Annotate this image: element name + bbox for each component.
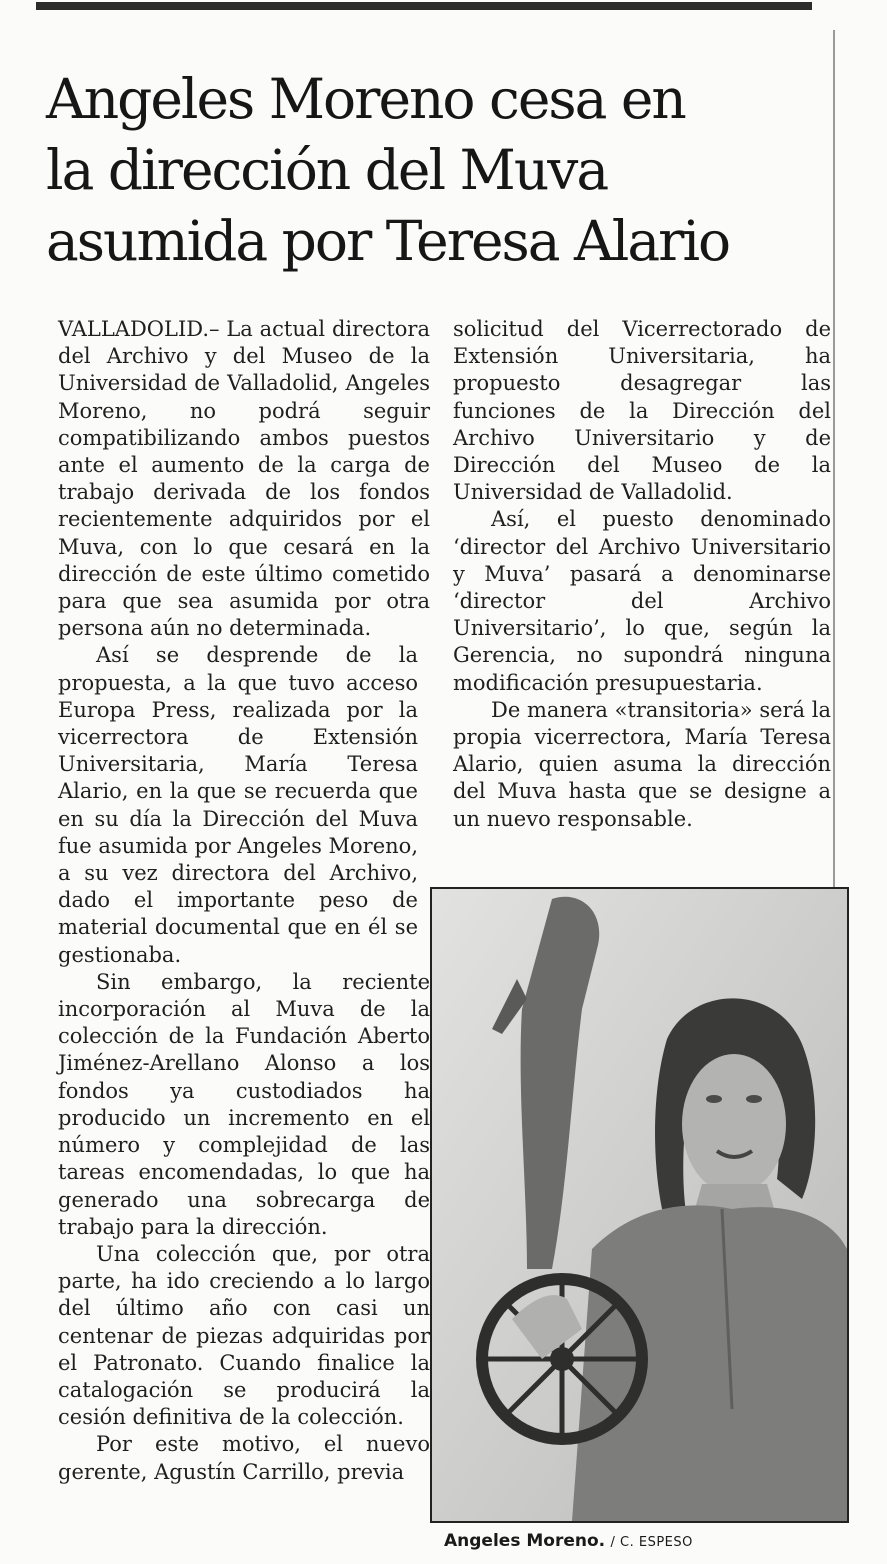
paragraph: Así, el puesto denominado ‘director del Archivo Universitario y Muva’ pasará a denominarse ‘director del Archivo Universitario’, lo que, según la Gerencia, no supondrá ninguna modificación presupuestaria.: [453, 507, 831, 695]
paragraph: Así se desprende de la propuesta, a la que tuvo acceso Europa Press, realizada por la vicerrectora de Extensión Universitaria, María Teresa Alario, en la que se recuerda que en su día la Dirección del Muva fue asumida por Angeles Moreno, a su vez directora del Archivo, dado el importante peso de material documental que en él se gestionaba.: [58, 643, 418, 967]
photo-caption: [444, 1531, 693, 1551]
headline: [46, 64, 836, 277]
caption-credit: / C. ESPESO: [610, 1535, 693, 1550]
headline-line-2: la dirección del Muva: [46, 138, 608, 202]
article-column-left: [58, 316, 430, 1486]
portrait-photo-image: [432, 889, 847, 1521]
paragraph: Sin embargo, la reciente incorporación al Muva de la colección de la Fundación Aberto Jiménez-Arellano Alonso a los fondos ya custodiados ha producido un incremento en el número y complejidad de las tareas encomendadas, lo que ha generado una sobrecarga de trabajo para la dirección.: [58, 969, 430, 1239]
article-column-right: [453, 316, 831, 833]
paragraph: De manera «transitoria» será la propia vicerrectora, María Teresa Alario, quien asuma la dirección del Muva hasta que se designe a un nuevo responsable.: [453, 697, 831, 831]
paragraph: Una colección que, por otra parte, ha ido creciendo a lo largo del último año con casi un centenar de piezas adquiridas por el Patronato. Cuando finalice la catalogación se producirá la cesión definitiva de la colección.: [58, 1241, 430, 1430]
headline-line-1: Angeles Moreno cesa en: [46, 67, 685, 131]
caption-name: Angeles Moreno.: [444, 1531, 606, 1551]
top-rule: [36, 2, 812, 10]
paragraph: solicitud del Vicerrectorado de Extensión Universitaria, ha propuesto desagregar las funciones de la Dirección del Archivo Universitario y de Dirección del Museo de la Universidad de Valladolid.: [453, 317, 831, 505]
paragraph-dateline: VALLADOLID.– La actual directora del Archivo y del Museo de la Universidad de Valladolid, Angeles Moreno, no podrá seguir compatibilizando ambos puestos ante el aumento de la carga de trabajo derivada de los fondos recientemente adquiridos por el Muva, con lo que cesará en la dirección de este último cometido para que sea asumida por otra persona aún no determinada.: [58, 317, 430, 641]
headline-line-3: asumida por Teresa Alario: [46, 209, 730, 273]
paragraph: Por este motivo, el nuevo gerente, Agustín Carrillo, previa: [58, 1432, 430, 1484]
portrait-photo: [430, 887, 849, 1523]
